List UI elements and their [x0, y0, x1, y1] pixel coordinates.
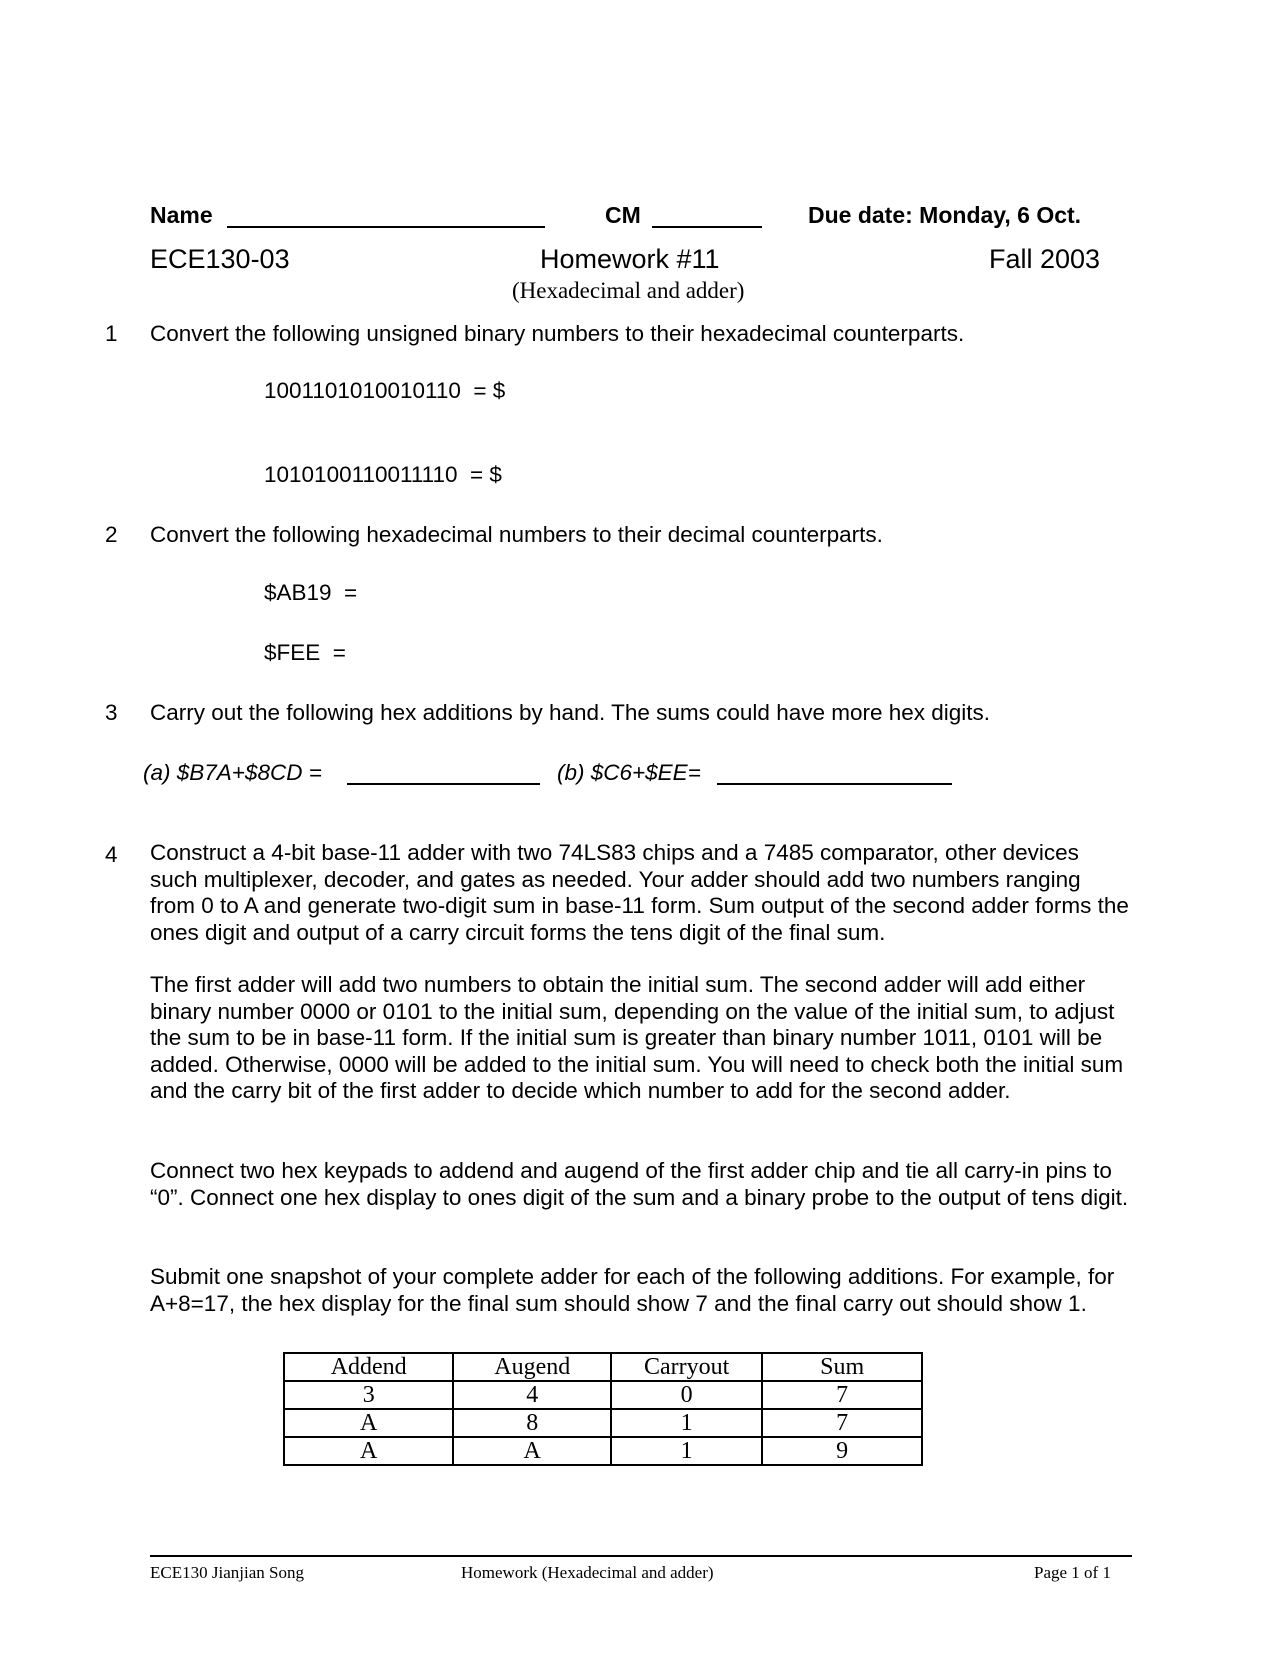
course-code: ECE130-03 [150, 244, 290, 274]
table-header-cell: Carryout [611, 1353, 762, 1381]
subtitle: (Hexadecimal and adder) [512, 278, 745, 303]
table-cell: 0 [611, 1381, 762, 1409]
table-row [284, 1437, 922, 1465]
q3-answer-b[interactable] [717, 761, 952, 785]
footer-divider [150, 1555, 1132, 1557]
footer-page-number: Page 1 of 1 [1034, 1563, 1111, 1582]
table-cell: 1 [611, 1437, 762, 1465]
q4-paragraph-3: Connect two hex keypads to addend and augend of the first adder chip and tie all carry-in pins to “0”. Connect one hex display to ones digit of the sum and a binary probe to the output of tens digit. [150, 1158, 1129, 1210]
q2-text: Convert the following hexadecimal numbers to their decimal counterparts. [150, 522, 883, 547]
table-header-cell: Addend [284, 1353, 453, 1381]
q2-item-2: $FEE = [264, 640, 346, 665]
table-cell: 7 [762, 1409, 922, 1437]
table-cell: 3 [284, 1381, 453, 1409]
cm-field[interactable] [652, 204, 762, 228]
due-date: Due date: Monday, 6 Oct. [808, 202, 1082, 228]
q2-item-1: $AB19 = [264, 580, 358, 605]
table-cell: A [284, 1437, 453, 1465]
page-title: Homework #11 [540, 244, 720, 274]
q1-text: Convert the following unsigned binary numbers to their hexadecimal counterparts. [150, 321, 965, 346]
q4-paragraph-4: Submit one snapshot of your complete adder for each of the following additions. For example, for A+8=17, the hex display for the final sum should show 7 and the final carry out should show 1. [150, 1264, 1115, 1316]
cm-label: CM [605, 202, 641, 228]
q3-text: Carry out the following hex additions by hand. The sums could have more hex digits. [150, 700, 991, 725]
q3-part-a: (a) $B7A+$8CD = [143, 760, 322, 785]
table-header-cell: Sum [762, 1353, 922, 1381]
table-cell: 4 [453, 1381, 611, 1409]
table-header-row [284, 1353, 922, 1381]
table-row [284, 1409, 922, 1437]
table-cell: A [284, 1409, 453, 1437]
q4-number: 4 [105, 842, 118, 867]
table-cell: 1 [611, 1409, 762, 1437]
name-label: Name [150, 202, 213, 228]
table-cell: 7 [762, 1381, 922, 1409]
q2-number: 2 [105, 522, 118, 547]
name-field[interactable] [227, 204, 545, 228]
table-row [284, 1381, 922, 1409]
table-cell: A [453, 1437, 611, 1465]
q1-item-1: 1001101010010110 = $ [264, 378, 506, 403]
table-header-cell: Augend [453, 1353, 611, 1381]
term: Fall 2003 [989, 244, 1101, 274]
q3-number: 3 [105, 700, 118, 725]
q1-number: 1 [105, 321, 118, 346]
table-cell: 9 [762, 1437, 922, 1465]
q3-part-b: (b) $C6+$EE= [557, 760, 701, 785]
q4-paragraph-1: Construct a 4-bit base-11 adder with two 74LS83 chips and a 7485 comparator, other devices such multiplexer, decoder, and gates as needed. Your adder should add two numbers ranging from 0 to A and generate two-digit sum in base-11 form. Sum output of the second adder forms the ones digit and output of a carry circuit forms the tens digit of the final sum. [150, 840, 1129, 945]
footer-center: Homework (Hexadecimal and adder) [461, 1563, 714, 1582]
footer-left: ECE130 Jianjian Song [150, 1563, 304, 1582]
table-cell: 8 [453, 1409, 611, 1437]
q4-paragraph-2: The first adder will add two numbers to obtain the initial sum. The second adder will add either binary number 0000 or 0101 to the initial sum, depending on the value of the initial sum, to adjust the sum to be in base-11 form. If the initial sum is greater than binary number 1011, 0101 will be added. Otherwise, 0000 will be added to the initial sum. You will need to check both the initial sum and the carry bit of the first adder to decide which number to add for the second adder. [150, 972, 1124, 1103]
q3-answer-a[interactable] [347, 761, 540, 785]
addition-table [283, 1352, 923, 1466]
q1-item-2: 1010100110011110 = $ [264, 462, 502, 487]
